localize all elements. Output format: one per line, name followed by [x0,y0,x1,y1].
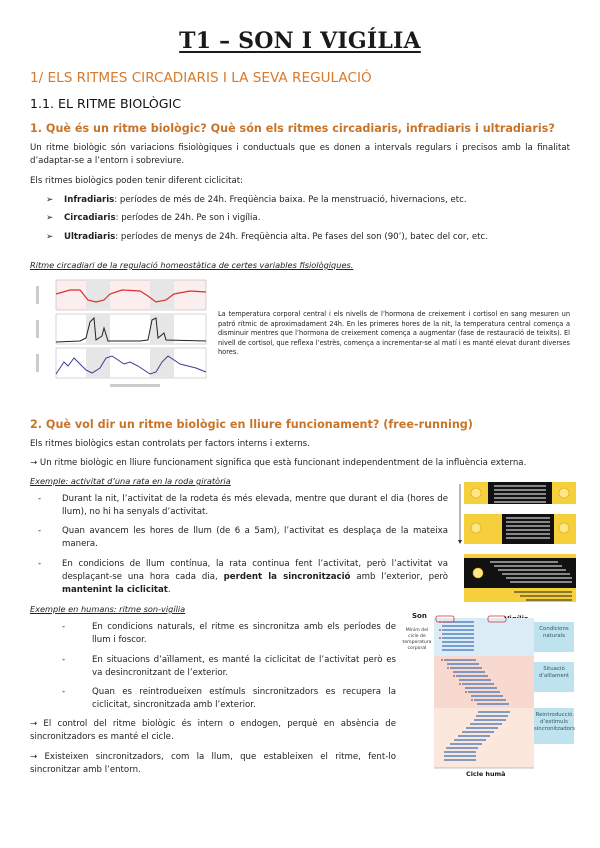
list-item: - En condicions de llum contínua, la rata continua fent l’activitat, però l’activitat va desplaçant-se una hora cada dia, perdent la sincronització amb l’exterior, però mantenint la ciclicitat. [38,559,448,595]
arrow-bullet-icon: ➢ [46,213,54,223]
dash-bullet-icon: - [62,687,66,697]
section-heading: 1/ ELS RITMES CIRCADIARIS I LA SEVA REGULACIÓ [30,70,372,86]
subsection-heading: 1.1. EL RITME BIOLÒGIC [30,96,182,111]
figure-description: La temperatura corporal central i els nivells de l’hormona de creixement i cortisol en sang mesuren un patró rítmic de aproximadament 24h. En les primeres hores de la nit, la temperatura central comença a disminuir mentres que l’hormona de creixement comença a augmentar (fase de restauració de teixits). El nivell de cortisol, que reflexa l’estrès, comença a incrementar-se al matí i es manté elevat durant diverses hores. [218,310,570,357]
figure-caption: Ritme circadiari de la regulació homeostàtica de certes variables fisiològiques. [30,260,354,270]
sleep-label: Son [412,612,427,620]
y-axis-label: Mínim del cicle de temperatura corporal [402,628,432,651]
list-item: ➢ Circadiaris: períodes de 24h. Pe son i vigília. [46,213,261,223]
q2-paragraph-1: Els ritmes biològics estan controlats per factors interns i externs. [30,439,310,449]
example-heading: Exemple: activitat d’una rata en la roda giratòria [30,476,231,486]
question-1: 1. Què és un ritme biològic? Què són els ritmes circadiaris, infradiaris i ultradiaris? [30,122,555,135]
q2-paragraph-2: → Un ritme biològic en lliure funcionament significa que està funcionant independentment de la influència externa. [30,458,527,468]
arrow-bullet-icon: ➢ [46,195,54,205]
question-2: 2. Què vol dir un ritme biològic en lliure funcionament? (free-running) [30,418,473,431]
dash-bullet-icon: - [38,494,42,504]
conclusion-2: → Existeixen sincronitzadors, com la llum, que estableixen el ritme, fent-lo sincronitzar amb l’entorn. [30,752,396,775]
human-cycle-figure [400,612,578,782]
list-item: - En condicions naturals, el ritme es sincronitza amb els períodes de llum i foscor. [62,622,396,645]
list-item: - Quan es reintrodueixen estímuls sincronitzadors es recupera la ciclicitat, sincronitzada amb l’exterior. [62,687,396,710]
page-title: T1 – SON I VIGÍLIA [179,28,421,54]
example-heading: Exemple en humans: ritme son-vigília [30,604,186,614]
dash-bullet-icon: - [62,655,66,665]
q1-paragraph-1: Un ritme biològic són variacions fisiològiques i conductuals que es donen a intervals regulars i precisos amb la finalitat d’adaptar-se a l’entorn i sobreviure. [30,143,570,166]
arrow-bullet-icon: ➢ [46,232,54,242]
list-item: ➢ Infradiaris: períodes de més de 24h. Freqüència baixa. Pe la menstruació, hivernacions, etc. [46,195,467,205]
dash-bullet-icon: - [62,622,66,632]
reintroduction-box: Reintroducció d’estímuls sincronitzadors [534,708,574,744]
raster-plot [434,612,534,772]
dash-bullet-icon: - [38,559,42,569]
natural-conditions-box: Condicions naturals [534,622,574,652]
isolation-box: Situació d’aïllament [534,662,574,692]
rat-activity-figure [458,476,576,608]
q1-paragraph-2: Els ritmes biològics poden tenir diferent ciclicitat: [30,176,244,186]
conclusion-1: → El control del ritme biològic és intern o endogen, perquè en absència de sincronitzadors es manté el cicle. [30,719,396,742]
dash-bullet-icon: - [38,526,42,536]
list-item: ➢ Ultradiaris: períodes de menys de 24h. Freqüència alta. Pe fases del son (90’), batec del cor, etc. [46,232,488,242]
list-item: - Quan avancem les hores de llum (de 6 a 5am), l’activitat es desplaça de la mateixa manera. [38,526,448,549]
figure-caption: Cicle humà [466,770,506,778]
list-item: - En situacions d’aïllament, es manté la ciclicitat de l’activitat però es va desincronitzant de l’exterior. [62,655,396,678]
list-item: - Durant la nit, l’activitat de la rodeta és més elevada, mentre que durant el dia (hores de llum), no hi ha senyals d’activitat. [38,494,448,517]
physiology-chart [30,278,208,396]
